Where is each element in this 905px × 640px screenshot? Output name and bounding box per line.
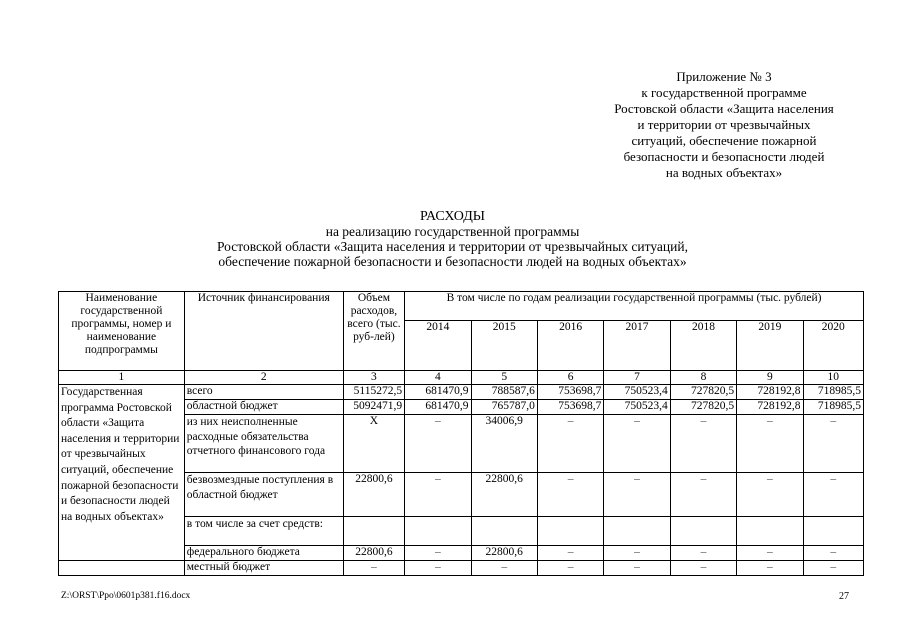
year-value: –	[405, 561, 471, 576]
appendix-line: Приложение № 3	[676, 69, 772, 84]
year-value: 727820,5	[670, 385, 736, 400]
year-value: –	[604, 415, 670, 473]
header-total-expenses: Объем расходов, всего (тыс. руб-лей)	[343, 292, 404, 371]
column-number: 8	[670, 371, 736, 385]
year-value: 681470,9	[405, 385, 471, 400]
column-number: 2	[184, 371, 343, 385]
year-value: –	[604, 546, 670, 561]
header-funding-source: Источник финансирования	[184, 292, 343, 371]
year-value: –	[737, 561, 803, 576]
year-value: –	[670, 473, 736, 517]
header-year: 2016	[537, 321, 603, 371]
appendix-line: ситуаций, обеспечение пожарной	[631, 133, 817, 148]
program-name-cell	[59, 385, 185, 561]
column-number: 7	[604, 371, 670, 385]
year-value: 753698,7	[537, 385, 603, 400]
year-value: 728192,8	[737, 400, 803, 415]
document-title: РАСХОДЫ	[420, 209, 485, 224]
header-year: 2017	[604, 321, 670, 371]
appendix-line: безопасности и безопасности людей	[623, 149, 825, 164]
year-value: –	[537, 546, 603, 561]
table-header-row	[59, 292, 864, 321]
year-value: 681470,9	[405, 400, 471, 415]
total-value: Х	[343, 415, 404, 473]
funding-source: местный бюджет	[184, 561, 343, 576]
header-program-name: Наименование государственной программы, номер и наименование подпрограммы	[59, 292, 185, 371]
year-value	[405, 517, 471, 546]
program-name-continued	[59, 561, 185, 576]
total-value: 5115272,5	[343, 385, 404, 400]
total-value: 5092471,9	[343, 400, 404, 415]
document-heading	[0, 209, 905, 269]
total-value: 22800,6	[343, 546, 404, 561]
column-number: 1	[59, 371, 185, 385]
year-value: –	[803, 561, 863, 576]
total-value: 22800,6	[343, 473, 404, 517]
appendix-line: на водных объектах»	[665, 165, 783, 180]
heading-line: обеспечение пожарной безопасности и безопасности людей на водных объектах»	[218, 254, 687, 269]
header-year: 2018	[670, 321, 736, 371]
year-value: 727820,5	[670, 400, 736, 415]
year-value: 750523,4	[604, 385, 670, 400]
column-number: 3	[343, 371, 404, 385]
funding-source: в том числе за счет средств:	[184, 517, 343, 546]
year-value	[670, 517, 736, 546]
year-value	[537, 517, 603, 546]
program-name: Государственная программа Ростовской области «Защита населения и территории от чрезвычайных ситуаций, обеспечение пожарной безопасности и безопасности людей на водных объектах»	[61, 386, 180, 523]
funding-source: всего	[184, 385, 343, 400]
year-value: –	[405, 546, 471, 561]
year-value: 718985,5	[803, 400, 863, 415]
year-value: –	[670, 546, 736, 561]
year-value: –	[405, 473, 471, 517]
year-value	[737, 517, 803, 546]
appendix-line: к государственной программе	[641, 85, 807, 100]
year-value: 22800,6	[471, 473, 537, 517]
table-numbering-row	[59, 371, 864, 385]
year-value: –	[737, 546, 803, 561]
year-value: –	[537, 473, 603, 517]
year-value	[604, 517, 670, 546]
year-value: 765787,0	[471, 400, 537, 415]
file-path: Z:\ORST\Ppo\0601p381.f16.docx	[61, 591, 191, 601]
header-year: 2019	[737, 321, 803, 371]
year-value: –	[537, 415, 603, 473]
column-number: 10	[803, 371, 863, 385]
funding-source: безвозмездные поступления в областной бюджет	[184, 473, 343, 517]
year-value: –	[604, 473, 670, 517]
year-value: –	[737, 473, 803, 517]
column-number: 9	[737, 371, 803, 385]
year-value: 750523,4	[604, 400, 670, 415]
year-value	[471, 517, 537, 546]
total-value	[343, 517, 404, 546]
year-value: 718985,5	[803, 385, 863, 400]
appendix-line: и территории от чрезвычайных	[637, 117, 811, 132]
year-value: 728192,8	[737, 385, 803, 400]
year-value: –	[670, 561, 736, 576]
year-value: 788587,6	[471, 385, 537, 400]
column-number: 4	[405, 371, 471, 385]
column-number: 6	[537, 371, 603, 385]
header-year: 2015	[471, 321, 537, 371]
year-value: 22800,6	[471, 546, 537, 561]
appendix-block	[598, 69, 850, 181]
appendix-line: Ростовской области «Защита населения	[614, 101, 834, 116]
funding-source: федерального бюджета	[184, 546, 343, 561]
page-number: 27	[839, 591, 849, 602]
expenses-table	[58, 291, 864, 576]
header-year: 2020	[803, 321, 863, 371]
year-value: –	[604, 561, 670, 576]
year-value: –	[803, 546, 863, 561]
header-year: 2014	[405, 321, 471, 371]
year-value: –	[471, 561, 537, 576]
heading-line: Ростовской области «Защита населения и территории от чрезвычайных ситуаций,	[217, 239, 688, 254]
year-value: –	[405, 415, 471, 473]
table-row	[59, 385, 864, 400]
year-value: –	[737, 415, 803, 473]
year-value	[803, 517, 863, 546]
column-number: 5	[471, 371, 537, 385]
header-years-group: В том числе по годам реализации государственной программы (тыс. рублей)	[405, 292, 864, 321]
year-value: –	[803, 473, 863, 517]
total-value: –	[343, 561, 404, 576]
funding-source: областной бюджет	[184, 400, 343, 415]
table-row	[59, 561, 864, 576]
heading-line: на реализацию государственной программы	[325, 224, 580, 239]
year-value: –	[803, 415, 863, 473]
year-value: –	[670, 415, 736, 473]
year-value: 34006,9	[471, 415, 537, 473]
year-value: 753698,7	[537, 400, 603, 415]
year-value: –	[537, 561, 603, 576]
funding-source: из них неисполненные расходные обязательства отчетного финансового года	[184, 415, 343, 473]
